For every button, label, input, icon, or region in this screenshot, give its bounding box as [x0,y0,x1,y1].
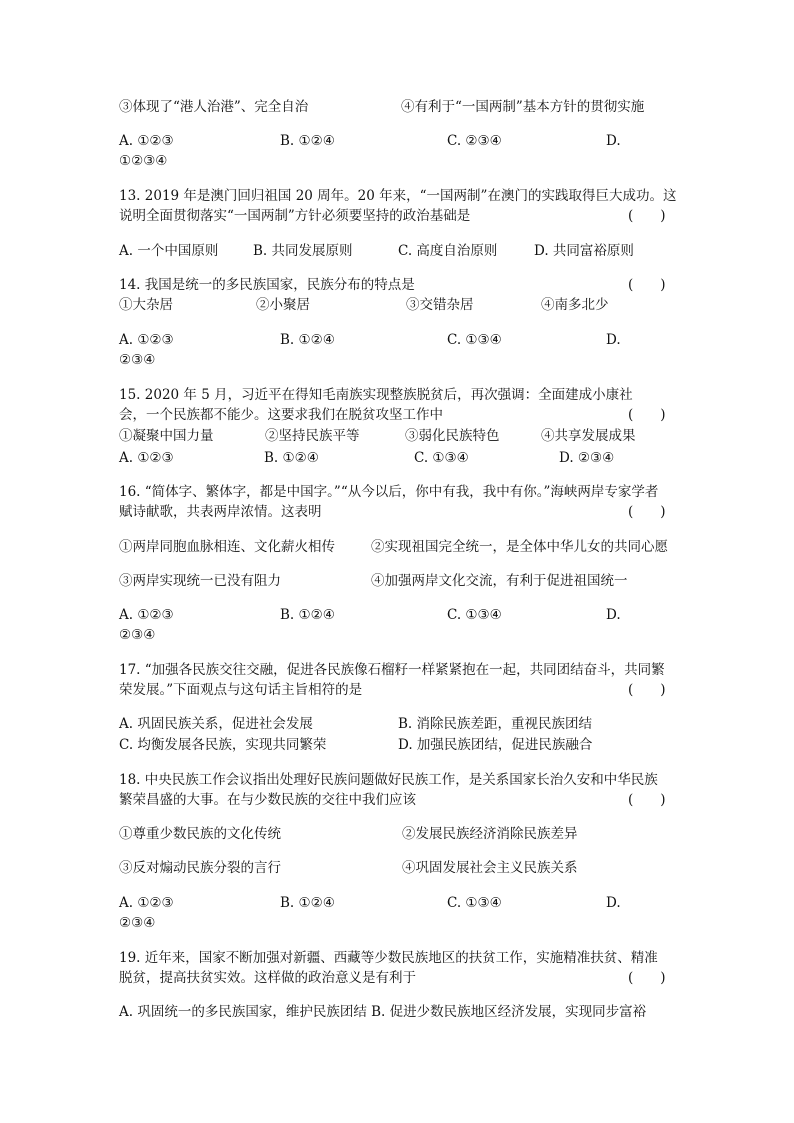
q18-option-c: C. ①③④ [447,895,502,911]
q15-answer-blank: ( ) [628,407,666,423]
q14-answer-blank: ( ) [628,277,666,293]
q12-statement-3: ③体现了“港人治港”、完全自治 [119,99,309,115]
q13-stem-line1: 13. 2019 年是澳门回归祖国 20 周年。20 年来，“一国两制”在澳门的实践取得巨大成功。这 [119,188,677,204]
q15-option-b: B. ①②④ [264,450,319,466]
q14-option-b: B. ①②④ [280,332,335,348]
q15-statement-4: ④共享发展成果 [541,428,636,444]
q18-option-d: D. [606,895,621,911]
q13-option-a: A. 一个中国原则 [119,243,219,259]
q13-option-d: D. 共同富裕原则 [534,243,634,259]
q12-option-b: B. ①②④ [280,133,335,149]
q14-option-c: C. ①③④ [447,332,502,348]
q16-statement-3: ③两岸实现统一已没有阻力 [119,573,281,589]
q17-option-d: D. 加强民族团结，促进民族融合 [398,737,593,753]
q16-stem-line2: 赋诗献歌，共表两岸浓情。这表明 [119,504,322,520]
q16-option-d: D. [606,607,621,623]
q18-option-a: A. ①②③ [119,895,174,911]
q17-option-a: A. 巩固民族关系，促进社会发展 [119,716,313,732]
q13-stem-line2: 说明全面贯彻落实“一国两制”方针必须要坚持的政治基础是 [119,208,471,224]
q16-option-b: B. ①②④ [280,607,335,623]
q17-option-c: C. 均衡发展各民族，实现共同繁荣 [119,737,327,753]
q16-statement-1: ①两岸同胞血脉相连、文化薪火相传 [119,539,335,555]
q18-answer-blank: ( ) [628,792,666,808]
q13-option-b: B. 共同发展原则 [253,243,353,259]
q19-stem-line1: 19. 近年来，国家不断加强对新疆、西藏等少数民族地区的扶贫工作，实施精准扶贫、精准 [119,950,658,966]
q14-stem-line1: 14. 我国是统一的多民族国家，民族分布的特点是 [119,277,415,293]
q18-statement-4: ④巩固发展社会主义民族关系 [402,860,578,876]
q15-stem-line2: 会，一个民族都不能少。这要求我们在脱贫攻坚工作中 [119,407,443,423]
q16-statement-4: ④加强两岸文化交流，有利于促进祖国统一 [371,573,628,589]
q15-option-d: D. ②③④ [559,450,615,466]
q17-stem-line1: 17. “加强各民族交往交融，促进各民族像石榴籽一样紧紧抱在一起，共同团结奋斗，共同繁 [119,662,665,678]
q12-option-c: C. ②③④ [447,133,502,149]
q12-option-d-value: ①②③④ [119,153,168,169]
q12-option-d: D. [606,133,621,149]
q13-answer-blank: ( ) [628,208,666,224]
q14-statement-1: ①大杂居 [119,297,173,313]
q18-option-b: B. ①②④ [280,895,335,911]
q17-option-b: B. 消除民族差距，重视民族团结 [398,716,593,732]
q15-statement-1: ①凝聚中国力量 [119,428,214,444]
q18-statement-2: ②发展民族经济消除民族差异 [402,826,578,842]
q14-statement-3: ③交错杂居 [406,297,474,313]
q19-answer-blank: ( ) [628,970,666,986]
q18-option-d-value: ②③④ [119,915,156,931]
q15-statement-3: ③弱化民族特色 [405,428,500,444]
q15-option-c: C. ①③④ [414,450,469,466]
q18-statement-1: ①尊重少数民族的文化传统 [119,826,281,842]
q19-options-a-b: A. 巩固统一的多民族国家，维护民族团结 B. 促进少数民族地区经济发展，实现同步富裕 [119,1004,647,1020]
q14-option-d-value: ②③④ [119,352,156,368]
q18-stem-line2: 繁荣昌盛的大事。在与少数民族的交往中我们应该 [119,792,416,808]
q16-stem-line1: 16. “简体字、繁体字，都是中国字。”“从今以后，你中有我，我中有你。”海峡两岸专家学者 [119,484,659,500]
q17-stem-line2: 荣发展。”下面观点与这句话主旨相符的是 [119,682,363,698]
q14-option-d: D. [606,332,621,348]
q14-statement-4: ④南多北少 [541,297,609,313]
q15-statement-2: ②坚持民族平等 [265,428,360,444]
q16-option-d-value: ②③④ [119,627,156,643]
q16-statement-2: ②实现祖国完全统一，是全体中华儿女的共同心愿 [371,539,668,555]
q15-option-a: A. ①②③ [119,450,174,466]
q18-statement-3: ③反对煽动民族分裂的言行 [119,860,281,876]
q13-option-c: C. 高度自治原则 [398,243,498,259]
q19-stem-line2: 脱贫，提高扶贫实效。这样做的政治意义是有利于 [119,970,416,986]
q14-option-a: A. ①②③ [119,332,174,348]
q16-option-c: C. ①③④ [447,607,502,623]
q16-answer-blank: ( ) [628,504,666,520]
q12-statement-4: ④有利于“一国两制”基本方针的贯彻实施 [401,99,645,115]
q18-stem-line1: 18. 中央民族工作会议指出处理好民族问题做好民族工作，是关系国家长治久安和中华民族 [119,772,658,788]
q16-option-a: A. ①②③ [119,607,174,623]
q12-option-a: A. ①②③ [119,133,174,149]
q14-statement-2: ②小聚居 [256,297,310,313]
q15-stem-line1: 15. 2020 年 5 月，习近平在得知毛南族实现整族脱贫后，再次强调：全面建成小康社 [119,387,633,403]
q17-answer-blank: ( ) [628,682,666,698]
